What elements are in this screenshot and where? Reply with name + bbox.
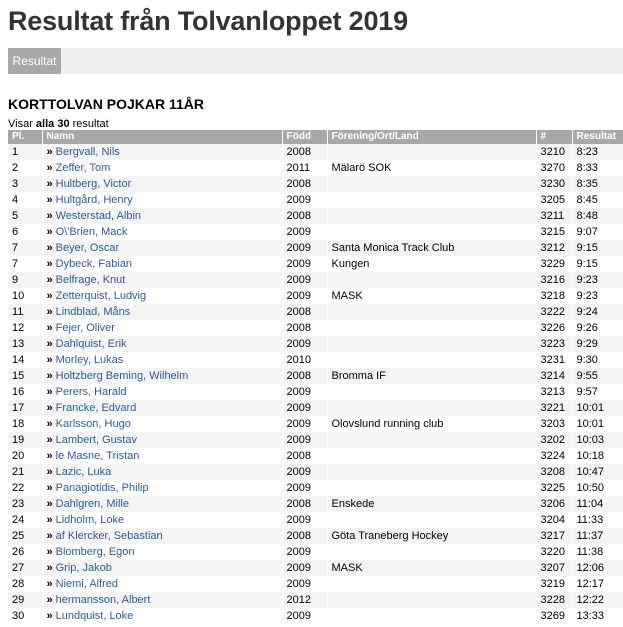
table-row bbox=[8, 560, 623, 576]
cell-place: 17 bbox=[8, 400, 42, 416]
table-row bbox=[8, 448, 623, 464]
cell-name bbox=[42, 224, 282, 240]
cell-place: 9 bbox=[8, 272, 42, 288]
table-row bbox=[8, 432, 623, 448]
cell-bib: 3220 bbox=[536, 544, 572, 560]
name-marker: » bbox=[46, 162, 53, 174]
runner-name-link[interactable]: le Masne, Tristan bbox=[55, 450, 140, 462]
name-marker: » bbox=[46, 386, 53, 398]
cell-born: 2009 bbox=[282, 560, 327, 576]
cell-born: 2008 bbox=[282, 144, 327, 160]
cell-born: 2009 bbox=[282, 192, 327, 208]
cell-time: 11:04 bbox=[572, 496, 623, 512]
summary-prefix: Visar bbox=[8, 118, 36, 130]
cell-time: 8:45 bbox=[572, 192, 623, 208]
runner-name-link[interactable]: Hultgård, Henry bbox=[55, 194, 133, 206]
runner-name-link[interactable]: Karlsson, Hugo bbox=[55, 418, 131, 430]
runner-name-link[interactable]: Lundquist, Loke bbox=[55, 610, 134, 622]
cell-born: 2008 bbox=[282, 448, 327, 464]
tab-resultat[interactable]: Resultat bbox=[8, 48, 61, 74]
cell-club bbox=[327, 400, 536, 416]
name-marker: » bbox=[46, 370, 53, 382]
cell-club bbox=[327, 544, 536, 560]
cell-born: 2009 bbox=[282, 256, 327, 272]
cell-club bbox=[327, 448, 536, 464]
runner-name-link[interactable]: Grip, Jakob bbox=[55, 562, 112, 574]
cell-name bbox=[42, 448, 282, 464]
cell-place: 18 bbox=[8, 416, 42, 432]
cell-time: 9:23 bbox=[572, 272, 623, 288]
cell-name bbox=[42, 320, 282, 336]
name-marker: » bbox=[46, 610, 53, 622]
cell-place: 2 bbox=[8, 160, 42, 176]
tab-bar bbox=[8, 48, 623, 74]
cell-name bbox=[42, 272, 282, 288]
cell-name bbox=[42, 608, 282, 624]
cell-bib: 3225 bbox=[536, 480, 572, 496]
name-marker: » bbox=[46, 514, 53, 526]
cell-bib: 3218 bbox=[536, 288, 572, 304]
cell-name bbox=[42, 192, 282, 208]
column-header-bib[interactable]: # bbox=[536, 130, 572, 144]
cell-club: Kungen bbox=[327, 256, 536, 272]
cell-name bbox=[42, 256, 282, 272]
cell-bib: 3213 bbox=[536, 384, 572, 400]
runner-name-link[interactable]: Panagiotidis, Philip bbox=[55, 482, 149, 494]
cell-club: Olovslund running club bbox=[327, 416, 536, 432]
runner-name-link[interactable]: Beyer, Oscar bbox=[55, 242, 120, 254]
name-marker: » bbox=[46, 546, 53, 558]
name-marker: » bbox=[46, 242, 53, 254]
runner-name-link[interactable]: Dybeck, Fabian bbox=[55, 258, 133, 270]
cell-club bbox=[327, 144, 536, 160]
table-row bbox=[8, 224, 623, 240]
name-marker: » bbox=[46, 450, 53, 462]
cell-time: 10:50 bbox=[572, 480, 623, 496]
cell-time: 12:17 bbox=[572, 576, 623, 592]
cell-name bbox=[42, 352, 282, 368]
cell-place: 22 bbox=[8, 480, 42, 496]
name-marker: » bbox=[46, 274, 53, 286]
name-marker: » bbox=[46, 354, 53, 366]
cell-born: 2009 bbox=[282, 224, 327, 240]
table-row bbox=[8, 576, 623, 592]
cell-place: 27 bbox=[8, 560, 42, 576]
name-marker: » bbox=[46, 338, 53, 350]
table-row bbox=[8, 352, 623, 368]
cell-name bbox=[42, 336, 282, 352]
cell-born: 2008 bbox=[282, 368, 327, 384]
cell-place: 4 bbox=[8, 192, 42, 208]
cell-place: 30 bbox=[8, 608, 42, 624]
name-marker: » bbox=[46, 210, 53, 222]
cell-bib: 3216 bbox=[536, 272, 572, 288]
name-marker: » bbox=[46, 402, 53, 414]
cell-bib: 3231 bbox=[536, 352, 572, 368]
cell-time: 9:24 bbox=[572, 304, 623, 320]
cell-born: 2008 bbox=[282, 528, 327, 544]
runner-name-link[interactable]: Lazic, Luka bbox=[55, 466, 112, 478]
runner-name-link[interactable]: Bergvall, Nils bbox=[55, 146, 120, 158]
cell-name bbox=[42, 544, 282, 560]
cell-place: 3 bbox=[8, 176, 42, 192]
table-row bbox=[8, 400, 623, 416]
table-row bbox=[8, 272, 623, 288]
cell-name bbox=[42, 144, 282, 160]
cell-place: 29 bbox=[8, 592, 42, 608]
cell-name bbox=[42, 384, 282, 400]
cell-club bbox=[327, 352, 536, 368]
cell-time: 8:23 bbox=[572, 144, 623, 160]
cell-name bbox=[42, 208, 282, 224]
cell-time: 13:33 bbox=[572, 608, 623, 624]
cell-time: 12:06 bbox=[572, 560, 623, 576]
cell-born: 2009 bbox=[282, 272, 327, 288]
cell-name bbox=[42, 592, 282, 608]
cell-bib: 3222 bbox=[536, 304, 572, 320]
cell-born: 2012 bbox=[282, 592, 327, 608]
runner-name-link[interactable]: Belfrage, Knut bbox=[55, 274, 126, 286]
cell-club bbox=[327, 224, 536, 240]
table-row bbox=[8, 608, 623, 624]
cell-place: 21 bbox=[8, 464, 42, 480]
name-marker: » bbox=[46, 578, 53, 590]
cell-club bbox=[327, 304, 536, 320]
results-table bbox=[8, 130, 623, 624]
name-marker: » bbox=[46, 290, 53, 302]
cell-club bbox=[327, 512, 536, 528]
cell-name bbox=[42, 528, 282, 544]
cell-place: 12 bbox=[8, 320, 42, 336]
cell-born: 2009 bbox=[282, 432, 327, 448]
runner-name-link[interactable]: Dahlgren, Mille bbox=[55, 498, 129, 510]
table-row bbox=[8, 288, 623, 304]
name-marker: » bbox=[46, 530, 53, 542]
cell-born: 2009 bbox=[282, 416, 327, 432]
table-row bbox=[8, 480, 623, 496]
cell-place: 23 bbox=[8, 496, 42, 512]
table-row bbox=[8, 384, 623, 400]
cell-bib: 3208 bbox=[536, 464, 572, 480]
summary-suffix: resultat bbox=[69, 118, 109, 130]
cell-time: 12:22 bbox=[572, 592, 623, 608]
cell-place: 6 bbox=[8, 224, 42, 240]
cell-bib: 3224 bbox=[536, 448, 572, 464]
cell-club: Bromma IF bbox=[327, 368, 536, 384]
cell-club bbox=[327, 432, 536, 448]
cell-club bbox=[327, 576, 536, 592]
cell-place: 24 bbox=[8, 512, 42, 528]
cell-bib: 3230 bbox=[536, 176, 572, 192]
cell-place: 28 bbox=[8, 576, 42, 592]
cell-time: 9:23 bbox=[572, 288, 623, 304]
cell-name bbox=[42, 240, 282, 256]
cell-bib: 3204 bbox=[536, 512, 572, 528]
cell-club: Santa Monica Track Club bbox=[327, 240, 536, 256]
cell-born: 2009 bbox=[282, 240, 327, 256]
cell-name bbox=[42, 576, 282, 592]
cell-name bbox=[42, 176, 282, 192]
cell-name bbox=[42, 480, 282, 496]
table-row bbox=[8, 336, 623, 352]
runner-name-link[interactable]: Fejer, Oliver bbox=[55, 322, 115, 334]
runner-name-link[interactable]: O\'Brien, Mack bbox=[55, 226, 128, 238]
cell-place: 11 bbox=[8, 304, 42, 320]
cell-born: 2009 bbox=[282, 576, 327, 592]
cell-bib: 3207 bbox=[536, 560, 572, 576]
cell-club bbox=[327, 320, 536, 336]
cell-bib: 3206 bbox=[536, 496, 572, 512]
table-row bbox=[8, 528, 623, 544]
cell-place: 25 bbox=[8, 528, 42, 544]
cell-bib: 3269 bbox=[536, 608, 572, 624]
name-marker: » bbox=[46, 146, 53, 158]
summary-count: alla 30 bbox=[35, 118, 70, 130]
cell-born: 2009 bbox=[282, 400, 327, 416]
cell-time: 11:37 bbox=[572, 528, 623, 544]
cell-name bbox=[42, 432, 282, 448]
cell-time: 8:35 bbox=[572, 176, 623, 192]
cell-time: 8:48 bbox=[572, 208, 623, 224]
cell-place: 7 bbox=[8, 240, 42, 256]
cell-place: 19 bbox=[8, 432, 42, 448]
runner-name-link[interactable]: Blomberg, Egon bbox=[55, 546, 135, 558]
cell-place: 13 bbox=[8, 336, 42, 352]
table-row bbox=[8, 368, 623, 384]
cell-born: 2009 bbox=[282, 288, 327, 304]
cell-time: 9:07 bbox=[572, 224, 623, 240]
runner-name-link[interactable]: Zeffer, Tom bbox=[55, 162, 111, 174]
cell-bib: 3226 bbox=[536, 320, 572, 336]
runner-name-link[interactable]: af Klercker, Sebastian bbox=[55, 530, 163, 542]
runner-name-link[interactable]: Morley, Lukas bbox=[55, 354, 124, 366]
table-row bbox=[8, 176, 623, 192]
cell-bib: 3212 bbox=[536, 240, 572, 256]
cell-time: 11:33 bbox=[572, 512, 623, 528]
table-row bbox=[8, 304, 623, 320]
table-row bbox=[8, 592, 623, 608]
cell-bib: 3217 bbox=[536, 528, 572, 544]
cell-place: 1 bbox=[8, 144, 42, 160]
table-row bbox=[8, 240, 623, 256]
name-marker: » bbox=[46, 178, 53, 190]
cell-club bbox=[327, 176, 536, 192]
cell-club: Mälarö SOK bbox=[327, 160, 536, 176]
cell-born: 2009 bbox=[282, 336, 327, 352]
table-header-row bbox=[8, 130, 623, 144]
table-row bbox=[8, 512, 623, 528]
cell-bib: 3221 bbox=[536, 400, 572, 416]
name-marker: » bbox=[46, 466, 53, 478]
cell-place: 14 bbox=[8, 352, 42, 368]
cell-place: 7 bbox=[8, 256, 42, 272]
column-header-place[interactable]: Pl. bbox=[8, 130, 42, 144]
name-marker: » bbox=[46, 482, 53, 494]
cell-born: 2011 bbox=[282, 160, 327, 176]
name-marker: » bbox=[46, 434, 53, 446]
cell-time: 11:38 bbox=[572, 544, 623, 560]
cell-place: 26 bbox=[8, 544, 42, 560]
results-summary bbox=[8, 117, 109, 131]
class-heading: KORTTOLVAN POJKAR 11ÅR bbox=[8, 96, 205, 112]
cell-born: 2009 bbox=[282, 480, 327, 496]
name-marker: » bbox=[46, 594, 53, 606]
cell-bib: 3223 bbox=[536, 336, 572, 352]
cell-time: 9:30 bbox=[572, 352, 623, 368]
cell-name bbox=[42, 368, 282, 384]
runner-name-link[interactable]: Dahlquist, Erik bbox=[55, 338, 127, 350]
cell-born: 2009 bbox=[282, 464, 327, 480]
cell-born: 2008 bbox=[282, 304, 327, 320]
cell-bib: 3203 bbox=[536, 416, 572, 432]
table-row bbox=[8, 416, 623, 432]
table-row bbox=[8, 320, 623, 336]
runner-name-link[interactable]: Niemi, Alfred bbox=[55, 578, 118, 590]
runner-name-link[interactable]: Zetterquist, Ludvig bbox=[55, 290, 147, 302]
table-row bbox=[8, 160, 623, 176]
cell-place: 5 bbox=[8, 208, 42, 224]
cell-time: 9:57 bbox=[572, 384, 623, 400]
page-title: Resultat från Tolvanloppet 2019 bbox=[8, 6, 408, 36]
cell-born: 2009 bbox=[282, 608, 327, 624]
runner-name-link[interactable]: Perers, Harald bbox=[55, 386, 127, 398]
table-row bbox=[8, 144, 623, 160]
table-row bbox=[8, 192, 623, 208]
cell-bib: 3210 bbox=[536, 144, 572, 160]
cell-club bbox=[327, 480, 536, 496]
table-row bbox=[8, 496, 623, 512]
cell-name bbox=[42, 160, 282, 176]
cell-club: Göta Traneberg Hockey bbox=[327, 528, 536, 544]
cell-time: 9:15 bbox=[572, 240, 623, 256]
cell-place: 10 bbox=[8, 288, 42, 304]
cell-name bbox=[42, 560, 282, 576]
cell-time: 10:01 bbox=[572, 400, 623, 416]
cell-time: 10:47 bbox=[572, 464, 623, 480]
cell-club bbox=[327, 208, 536, 224]
cell-bib: 3270 bbox=[536, 160, 572, 176]
cell-bib: 3219 bbox=[536, 576, 572, 592]
cell-name bbox=[42, 288, 282, 304]
cell-name bbox=[42, 464, 282, 480]
cell-club: MASK bbox=[327, 288, 536, 304]
cell-club bbox=[327, 272, 536, 288]
cell-born: 2009 bbox=[282, 384, 327, 400]
runner-name-link[interactable]: Lambert, Gustav bbox=[55, 434, 137, 446]
cell-time: 9:55 bbox=[572, 368, 623, 384]
cell-time: 8:33 bbox=[572, 160, 623, 176]
name-marker: » bbox=[46, 322, 53, 334]
cell-club bbox=[327, 384, 536, 400]
cell-place: 15 bbox=[8, 368, 42, 384]
name-marker: » bbox=[46, 194, 53, 206]
runner-name-link[interactable]: Lindblad, Måns bbox=[55, 306, 131, 318]
cell-time: 10:01 bbox=[572, 416, 623, 432]
table-row bbox=[8, 208, 623, 224]
name-marker: » bbox=[46, 418, 53, 430]
cell-bib: 3205 bbox=[536, 192, 572, 208]
cell-place: 16 bbox=[8, 384, 42, 400]
cell-born: 2008 bbox=[282, 496, 327, 512]
cell-bib: 3211 bbox=[536, 208, 572, 224]
cell-place: 20 bbox=[8, 448, 42, 464]
column-header-club[interactable]: Förening/Ort/Land bbox=[327, 130, 536, 144]
cell-club bbox=[327, 608, 536, 624]
cell-name bbox=[42, 304, 282, 320]
cell-born: 2010 bbox=[282, 352, 327, 368]
name-marker: » bbox=[46, 226, 53, 238]
cell-name bbox=[42, 496, 282, 512]
cell-name bbox=[42, 400, 282, 416]
cell-bib: 3229 bbox=[536, 256, 572, 272]
cell-club: MASK bbox=[327, 560, 536, 576]
table-row bbox=[8, 544, 623, 560]
cell-club bbox=[327, 336, 536, 352]
cell-time: 10:18 bbox=[572, 448, 623, 464]
results-body bbox=[8, 144, 623, 624]
cell-bib: 3228 bbox=[536, 592, 572, 608]
runner-name-link[interactable]: Holtzberg Beming, Wilhelm bbox=[55, 370, 189, 382]
column-header-name[interactable]: Namn bbox=[42, 130, 282, 144]
cell-born: 2008 bbox=[282, 208, 327, 224]
cell-name bbox=[42, 512, 282, 528]
cell-club: Enskede bbox=[327, 496, 536, 512]
cell-time: 10:03 bbox=[572, 432, 623, 448]
name-marker: » bbox=[46, 258, 53, 270]
cell-bib: 3202 bbox=[536, 432, 572, 448]
cell-bib: 3215 bbox=[536, 224, 572, 240]
table-row bbox=[8, 256, 623, 272]
name-marker: » bbox=[46, 306, 53, 318]
cell-bib: 3214 bbox=[536, 368, 572, 384]
runner-name-link[interactable]: Westerstad, Albin bbox=[55, 210, 142, 222]
column-header-born[interactable]: Född bbox=[282, 130, 327, 144]
runner-name-link[interactable]: Francke, Edvard bbox=[55, 402, 137, 414]
cell-time: 9:15 bbox=[572, 256, 623, 272]
cell-name bbox=[42, 416, 282, 432]
cell-club bbox=[327, 464, 536, 480]
table-row bbox=[8, 464, 623, 480]
cell-born: 2009 bbox=[282, 512, 327, 528]
runner-name-link[interactable]: Lidholm, Loke bbox=[55, 514, 125, 526]
cell-born: 2008 bbox=[282, 320, 327, 336]
runner-name-link[interactable]: Hultberg, Victor bbox=[55, 178, 132, 190]
column-header-time[interactable]: Resultat bbox=[572, 130, 623, 144]
cell-club bbox=[327, 192, 536, 208]
runner-name-link[interactable]: hermansson, Albert bbox=[55, 594, 151, 606]
cell-born: 2009 bbox=[282, 544, 327, 560]
cell-time: 9:29 bbox=[572, 336, 623, 352]
cell-time: 9:26 bbox=[572, 320, 623, 336]
name-marker: » bbox=[46, 562, 53, 574]
name-marker: » bbox=[46, 498, 53, 510]
cell-born: 2008 bbox=[282, 176, 327, 192]
cell-club bbox=[327, 592, 536, 608]
